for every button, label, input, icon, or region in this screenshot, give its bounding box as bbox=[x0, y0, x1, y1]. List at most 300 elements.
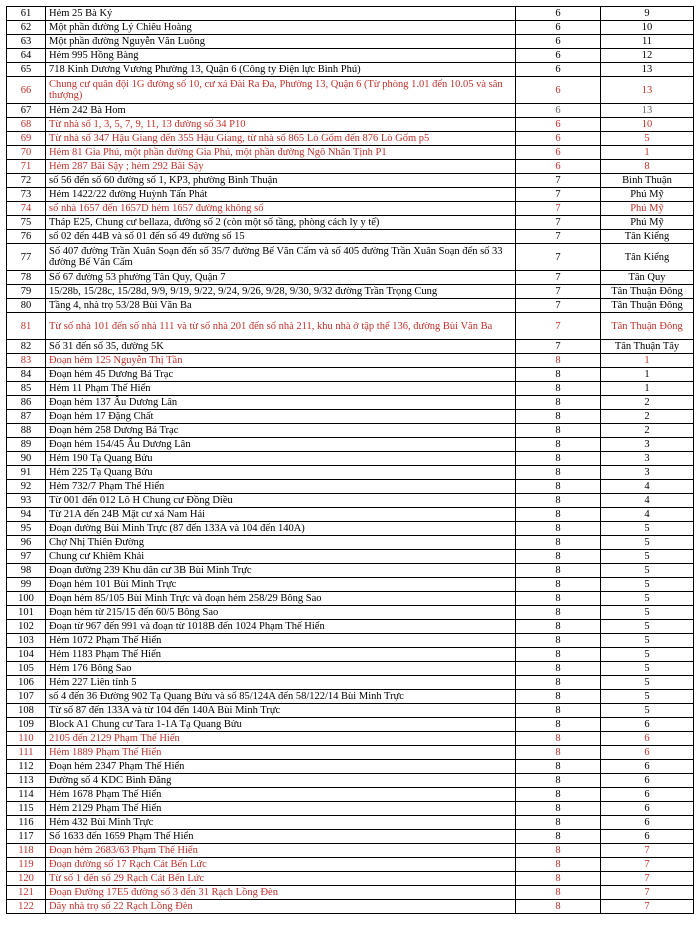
ward-cell: 6 bbox=[601, 774, 694, 788]
district-cell: 8 bbox=[516, 900, 601, 914]
district-cell: 8 bbox=[516, 494, 601, 508]
district-cell: 8 bbox=[516, 718, 601, 732]
ward-cell: 5 bbox=[601, 704, 694, 718]
district-cell: 7 bbox=[516, 174, 601, 188]
district-cell: 8 bbox=[516, 872, 601, 886]
row-number-cell: 115 bbox=[7, 802, 46, 816]
ward-cell: Phú Mỹ bbox=[601, 202, 694, 216]
table-row bbox=[7, 77, 694, 104]
ward-cell: 6 bbox=[601, 830, 694, 844]
table-row bbox=[7, 522, 694, 536]
district-cell: 6 bbox=[516, 160, 601, 174]
district-cell: 8 bbox=[516, 676, 601, 690]
table-row bbox=[7, 886, 694, 900]
table-row bbox=[7, 452, 694, 466]
ward-cell: 3 bbox=[601, 452, 694, 466]
table-row bbox=[7, 299, 694, 313]
ward-cell: 7 bbox=[601, 900, 694, 914]
row-number-cell: 61 bbox=[7, 7, 46, 21]
ward-cell: 8 bbox=[601, 160, 694, 174]
location-cell: Đoạn đường 239 Khu dân cư 3B Bùi Minh Trực bbox=[46, 564, 516, 578]
ward-cell: 5 bbox=[601, 536, 694, 550]
row-number-cell: 67 bbox=[7, 104, 46, 118]
row-number-cell: 96 bbox=[7, 536, 46, 550]
row-number-cell: 122 bbox=[7, 900, 46, 914]
table-row bbox=[7, 132, 694, 146]
row-number-cell: 100 bbox=[7, 592, 46, 606]
lockdown-area-table bbox=[6, 6, 694, 914]
location-cell: Đoạn hẻm từ 215/15 đến 60/5 Bông Sao bbox=[46, 606, 516, 620]
district-cell: 7 bbox=[516, 313, 601, 340]
location-cell: Đoạn hẻm 154/45 Âu Dương Lân bbox=[46, 438, 516, 452]
district-cell: 8 bbox=[516, 466, 601, 480]
location-cell: Hẻm 287 Bãi Sậy ; hẻm 292 Bãi Sậy bbox=[46, 160, 516, 174]
table-row bbox=[7, 774, 694, 788]
location-cell: Số 1633 đến 1659 Phạm Thế Hiển bbox=[46, 830, 516, 844]
table-row bbox=[7, 354, 694, 368]
row-number-cell: 121 bbox=[7, 886, 46, 900]
ward-cell: 7 bbox=[601, 886, 694, 900]
ward-cell: 7 bbox=[601, 872, 694, 886]
district-cell: 8 bbox=[516, 858, 601, 872]
location-cell: Đoạn Đường 17E5 đường số 3 đến 31 Rạch Lồng Đèn bbox=[46, 886, 516, 900]
location-cell: Chung cư Khiêm Khải bbox=[46, 550, 516, 564]
row-number-cell: 80 bbox=[7, 299, 46, 313]
row-number-cell: 99 bbox=[7, 578, 46, 592]
ward-cell: 5 bbox=[601, 634, 694, 648]
row-number-cell: 111 bbox=[7, 746, 46, 760]
ward-cell: 5 bbox=[601, 648, 694, 662]
location-cell: Số 407 đường Trần Xuân Soạn đến số 35/7 đường Bế Văn Cấm và số 405 đường Trần Xuân Soạn đến số 33 đường Bế Văn Cấm bbox=[46, 244, 516, 271]
ward-cell: Bình Thuận bbox=[601, 174, 694, 188]
district-cell: 8 bbox=[516, 536, 601, 550]
ward-cell: 13 bbox=[601, 77, 694, 104]
location-cell: Số 31 đến số 35, đường 5K bbox=[46, 340, 516, 354]
table-row bbox=[7, 746, 694, 760]
ward-cell: Tân Kiểng bbox=[601, 244, 694, 271]
ward-cell: 5 bbox=[601, 676, 694, 690]
ward-cell: 3 bbox=[601, 466, 694, 480]
table-row bbox=[7, 216, 694, 230]
table-row bbox=[7, 466, 694, 480]
table-row bbox=[7, 578, 694, 592]
row-number-cell: 83 bbox=[7, 354, 46, 368]
district-cell: 6 bbox=[516, 132, 601, 146]
row-number-cell: 112 bbox=[7, 760, 46, 774]
district-cell: 7 bbox=[516, 299, 601, 313]
table-row bbox=[7, 271, 694, 285]
location-cell: Tầng 4, nhà trọ 53/28 Bùi Văn Ba bbox=[46, 299, 516, 313]
table-body bbox=[7, 7, 694, 914]
location-cell: Từ số 87 đến 133A và từ 104 đến 140A Bùi Minh Trực bbox=[46, 704, 516, 718]
ward-cell: 13 bbox=[601, 63, 694, 77]
table-row bbox=[7, 160, 694, 174]
row-number-cell: 117 bbox=[7, 830, 46, 844]
location-cell: số 4 đến 36 Đường 902 Tạ Quang Bửu và số 85/124A đến 58/122/14 Bùi Minh Trực bbox=[46, 690, 516, 704]
row-number-cell: 109 bbox=[7, 718, 46, 732]
table-row bbox=[7, 35, 694, 49]
table-row bbox=[7, 662, 694, 676]
location-cell: Hẻm 190 Tạ Quang Bửu bbox=[46, 452, 516, 466]
location-cell: Đoạn hẻm 45 Dương Bá Trạc bbox=[46, 368, 516, 382]
ward-cell: 5 bbox=[601, 592, 694, 606]
row-number-cell: 101 bbox=[7, 606, 46, 620]
ward-cell: 3 bbox=[601, 438, 694, 452]
ward-cell: Tân Thuận Đông bbox=[601, 299, 694, 313]
district-cell: 6 bbox=[516, 63, 601, 77]
table-row bbox=[7, 396, 694, 410]
row-number-cell: 70 bbox=[7, 146, 46, 160]
row-number-cell: 102 bbox=[7, 620, 46, 634]
row-number-cell: 81 bbox=[7, 313, 46, 340]
table-row bbox=[7, 732, 694, 746]
ward-cell: 9 bbox=[601, 7, 694, 21]
district-cell: 6 bbox=[516, 104, 601, 118]
district-cell: 7 bbox=[516, 202, 601, 216]
ward-cell: 6 bbox=[601, 802, 694, 816]
ward-cell: Tân Thuận Đông bbox=[601, 285, 694, 299]
row-number-cell: 63 bbox=[7, 35, 46, 49]
ward-cell: 10 bbox=[601, 118, 694, 132]
table-row bbox=[7, 592, 694, 606]
row-number-cell: 64 bbox=[7, 49, 46, 63]
district-cell: 8 bbox=[516, 480, 601, 494]
table-row bbox=[7, 494, 694, 508]
table-row bbox=[7, 480, 694, 494]
district-cell: 8 bbox=[516, 634, 601, 648]
location-cell: Hẻm 432 Bùi Minh Trực bbox=[46, 816, 516, 830]
location-cell: Đoạn đường Bùi Minh Trực (87 đến 133A và 104 đến 140A) bbox=[46, 522, 516, 536]
row-number-cell: 103 bbox=[7, 634, 46, 648]
location-cell: Dãy nhà trọ số 22 Rạch Lồng Đèn bbox=[46, 900, 516, 914]
district-cell: 8 bbox=[516, 788, 601, 802]
ward-cell: 13 bbox=[601, 104, 694, 118]
ward-cell: Phú Mỹ bbox=[601, 216, 694, 230]
ward-cell: Phú Mỹ bbox=[601, 188, 694, 202]
row-number-cell: 116 bbox=[7, 816, 46, 830]
row-number-cell: 89 bbox=[7, 438, 46, 452]
row-number-cell: 118 bbox=[7, 844, 46, 858]
table-row bbox=[7, 188, 694, 202]
district-cell: 7 bbox=[516, 285, 601, 299]
ward-cell: 1 bbox=[601, 146, 694, 160]
row-number-cell: 93 bbox=[7, 494, 46, 508]
table-row bbox=[7, 7, 694, 21]
location-cell: Hẻm 1422/22 đường Huỳnh Tấn Phát bbox=[46, 188, 516, 202]
district-cell: 6 bbox=[516, 7, 601, 21]
row-number-cell: 107 bbox=[7, 690, 46, 704]
location-cell: Tháp E25, Chung cư bellaza, đường số 2 (còn một số tầng, phòng cách ly y tế) bbox=[46, 216, 516, 230]
district-cell: 7 bbox=[516, 244, 601, 271]
district-cell: 6 bbox=[516, 118, 601, 132]
location-cell: số nhà 1657 đến 1657D hẻm 1657 đường không số bbox=[46, 202, 516, 216]
location-cell: Hẻm 176 Bông Sao bbox=[46, 662, 516, 676]
ward-cell: 7 bbox=[601, 858, 694, 872]
row-number-cell: 75 bbox=[7, 216, 46, 230]
row-number-cell: 95 bbox=[7, 522, 46, 536]
location-cell: Đường số 4 KDC Bình Đăng bbox=[46, 774, 516, 788]
ward-cell: 5 bbox=[601, 550, 694, 564]
row-number-cell: 110 bbox=[7, 732, 46, 746]
location-cell: Hẻm 242 Bà Hom bbox=[46, 104, 516, 118]
location-cell: Đoạn từ 967 đến 991 và đoạn từ 1018B đến 1024 Phạm Thế Hiển bbox=[46, 620, 516, 634]
ward-cell: 2 bbox=[601, 410, 694, 424]
row-number-cell: 97 bbox=[7, 550, 46, 564]
district-cell: 6 bbox=[516, 77, 601, 104]
location-cell: Đoạn hẻm 258 Dương Bá Trạc bbox=[46, 424, 516, 438]
location-cell: Đoạn hẻm 2683/63 Phạm Thế Hiển bbox=[46, 844, 516, 858]
table-row bbox=[7, 146, 694, 160]
location-cell: Hẻm 1072 Phạm Thế Hiển bbox=[46, 634, 516, 648]
location-cell: Từ số 1 đến số 29 Rạch Cát Bến Lức bbox=[46, 872, 516, 886]
table-row bbox=[7, 104, 694, 118]
row-number-cell: 73 bbox=[7, 188, 46, 202]
location-cell: Hẻm 11 Phạm Thế Hiển bbox=[46, 382, 516, 396]
row-number-cell: 114 bbox=[7, 788, 46, 802]
table-row bbox=[7, 382, 694, 396]
location-cell: Đoạn hẻm 125 Nguyễn Thị Tần bbox=[46, 354, 516, 368]
district-cell: 8 bbox=[516, 732, 601, 746]
ward-cell: 10 bbox=[601, 21, 694, 35]
ward-cell: Tân Quy bbox=[601, 271, 694, 285]
table-row bbox=[7, 802, 694, 816]
location-cell: Từ nhà số 347 Hậu Giang đến 355 Hậu Giang, từ nhà số 865 Lò Gốm đến 876 Lò Gốm p5 bbox=[46, 132, 516, 146]
district-cell: 7 bbox=[516, 216, 601, 230]
row-number-cell: 84 bbox=[7, 368, 46, 382]
table-row bbox=[7, 230, 694, 244]
location-cell: Đoạn đường số 17 Rạch Cát Bến Lức bbox=[46, 858, 516, 872]
location-cell: Hẻm 995 Hồng Bàng bbox=[46, 49, 516, 63]
table-row bbox=[7, 872, 694, 886]
row-number-cell: 82 bbox=[7, 340, 46, 354]
location-cell: Hẻm 1183 Phạm Thế Hiển bbox=[46, 648, 516, 662]
district-cell: 8 bbox=[516, 508, 601, 522]
district-cell: 8 bbox=[516, 550, 601, 564]
ward-cell: 5 bbox=[601, 564, 694, 578]
district-cell: 8 bbox=[516, 564, 601, 578]
district-cell: 8 bbox=[516, 844, 601, 858]
district-cell: 7 bbox=[516, 340, 601, 354]
district-cell: 8 bbox=[516, 382, 601, 396]
location-cell: Đoạn hẻm 85/105 Bùi Minh Trực và đoạn hẻm 258/29 Bông Sao bbox=[46, 592, 516, 606]
table-row bbox=[7, 816, 694, 830]
row-number-cell: 94 bbox=[7, 508, 46, 522]
location-cell: 15/28b, 15/28c, 15/28d, 9/9, 9/19, 9/22, 9/24, 9/26, 9/28, 9/30, 9/32 đường Trần Trọng Cung bbox=[46, 285, 516, 299]
district-cell: 6 bbox=[516, 146, 601, 160]
location-cell: Hẻm 2129 Phạm Thế Hiển bbox=[46, 802, 516, 816]
district-cell: 8 bbox=[516, 620, 601, 634]
row-number-cell: 119 bbox=[7, 858, 46, 872]
row-number-cell: 86 bbox=[7, 396, 46, 410]
district-cell: 8 bbox=[516, 746, 601, 760]
location-cell: Một phần đường Lý Chiêu Hoàng bbox=[46, 21, 516, 35]
row-number-cell: 98 bbox=[7, 564, 46, 578]
table-row bbox=[7, 438, 694, 452]
table-row bbox=[7, 21, 694, 35]
district-cell: 8 bbox=[516, 354, 601, 368]
ward-cell: 11 bbox=[601, 35, 694, 49]
location-cell: Từ số nhà 101 đến số nhà 111 và từ số nhà 201 đến số nhà 211, khu nhà ở tập thể 136, đường Bùi Văn Ba bbox=[46, 313, 516, 340]
location-cell: Đoạn hẻm 2347 Phạm Thế Hiển bbox=[46, 760, 516, 774]
row-number-cell: 79 bbox=[7, 285, 46, 299]
row-number-cell: 68 bbox=[7, 118, 46, 132]
district-cell: 8 bbox=[516, 662, 601, 676]
district-cell: 8 bbox=[516, 578, 601, 592]
table-row bbox=[7, 313, 694, 340]
ward-cell: 1 bbox=[601, 354, 694, 368]
location-cell: Đoạn hẻm 101 Bùi Minh Trực bbox=[46, 578, 516, 592]
district-cell: 6 bbox=[516, 49, 601, 63]
district-cell: 8 bbox=[516, 424, 601, 438]
row-number-cell: 69 bbox=[7, 132, 46, 146]
ward-cell: Tân Thuận Đông bbox=[601, 313, 694, 340]
row-number-cell: 74 bbox=[7, 202, 46, 216]
row-number-cell: 92 bbox=[7, 480, 46, 494]
row-number-cell: 91 bbox=[7, 466, 46, 480]
ward-cell: 1 bbox=[601, 382, 694, 396]
ward-cell: 5 bbox=[601, 522, 694, 536]
row-number-cell: 120 bbox=[7, 872, 46, 886]
row-number-cell: 76 bbox=[7, 230, 46, 244]
location-cell: Đoạn hẻm 17 Đặng Chất bbox=[46, 410, 516, 424]
district-cell: 8 bbox=[516, 648, 601, 662]
table-row bbox=[7, 690, 694, 704]
ward-cell: Tân Thuận Tây bbox=[601, 340, 694, 354]
row-number-cell: 88 bbox=[7, 424, 46, 438]
table-row bbox=[7, 648, 694, 662]
row-number-cell: 66 bbox=[7, 77, 46, 104]
district-cell: 7 bbox=[516, 230, 601, 244]
ward-cell: 6 bbox=[601, 732, 694, 746]
row-number-cell: 62 bbox=[7, 21, 46, 35]
table-row bbox=[7, 830, 694, 844]
table-row bbox=[7, 550, 694, 564]
table-row bbox=[7, 174, 694, 188]
district-cell: 8 bbox=[516, 438, 601, 452]
table-row bbox=[7, 340, 694, 354]
location-cell: Hẻm 81 Gia Phú, một phần đường Gia Phú, một phần đường Ngô Nhân Tịnh P1 bbox=[46, 146, 516, 160]
ward-cell: 12 bbox=[601, 49, 694, 63]
ward-cell: 4 bbox=[601, 508, 694, 522]
district-cell: 8 bbox=[516, 760, 601, 774]
location-cell: Từ nhà số 1, 3, 5, 7, 9, 11, 13 đường số 34 P10 bbox=[46, 118, 516, 132]
district-cell: 6 bbox=[516, 35, 601, 49]
location-cell: Chung cư quân đội 1G đường số 10, cư xá Đài Ra Đa, Phường 13, Quận 6 (Từ phòng 1.01 đến 10.05 và sân thượng) bbox=[46, 77, 516, 104]
table-row bbox=[7, 285, 694, 299]
district-cell: 8 bbox=[516, 886, 601, 900]
ward-cell: 2 bbox=[601, 424, 694, 438]
table-row bbox=[7, 676, 694, 690]
table-row bbox=[7, 410, 694, 424]
ward-cell: 5 bbox=[601, 132, 694, 146]
district-cell: 7 bbox=[516, 188, 601, 202]
district-cell: 8 bbox=[516, 774, 601, 788]
table-row bbox=[7, 244, 694, 271]
district-cell: 8 bbox=[516, 368, 601, 382]
ward-cell: 4 bbox=[601, 480, 694, 494]
row-number-cell: 87 bbox=[7, 410, 46, 424]
ward-cell: 4 bbox=[601, 494, 694, 508]
ward-cell: 6 bbox=[601, 760, 694, 774]
row-number-cell: 71 bbox=[7, 160, 46, 174]
table-row bbox=[7, 718, 694, 732]
ward-cell: 6 bbox=[601, 746, 694, 760]
location-cell: Chợ Nhị Thiên Đường bbox=[46, 536, 516, 550]
ward-cell: 5 bbox=[601, 690, 694, 704]
district-cell: 8 bbox=[516, 830, 601, 844]
location-cell: Hẻm 1889 Phạm Thế Hiển bbox=[46, 746, 516, 760]
table-row bbox=[7, 844, 694, 858]
district-cell: 7 bbox=[516, 271, 601, 285]
row-number-cell: 108 bbox=[7, 704, 46, 718]
district-cell: 8 bbox=[516, 704, 601, 718]
row-number-cell: 90 bbox=[7, 452, 46, 466]
location-cell: Từ 21A đến 24B Mặt cư xá Nam Hải bbox=[46, 508, 516, 522]
location-cell: Hẻm 225 Tạ Quang Bửu bbox=[46, 466, 516, 480]
location-cell: Một phần đường Nguyễn Văn Luông bbox=[46, 35, 516, 49]
ward-cell: 5 bbox=[601, 606, 694, 620]
district-cell: 8 bbox=[516, 606, 601, 620]
district-cell: 8 bbox=[516, 452, 601, 466]
row-number-cell: 85 bbox=[7, 382, 46, 396]
ward-cell: 6 bbox=[601, 718, 694, 732]
location-cell: 2105 đến 2129 Phạm Thế Hiển bbox=[46, 732, 516, 746]
row-number-cell: 72 bbox=[7, 174, 46, 188]
district-cell: 8 bbox=[516, 816, 601, 830]
table-row bbox=[7, 536, 694, 550]
location-cell: số 56 đến số 60 đường số 1, KP3, phường Bình Thuận bbox=[46, 174, 516, 188]
district-cell: 8 bbox=[516, 802, 601, 816]
ward-cell: 5 bbox=[601, 662, 694, 676]
location-cell: 718 Kinh Dương Vương Phường 13, Quận 6 (Công ty Điện lực Bình Phú) bbox=[46, 63, 516, 77]
district-cell: 8 bbox=[516, 522, 601, 536]
location-cell: Đoạn hẻm 137 Âu Dương Lân bbox=[46, 396, 516, 410]
district-cell: 8 bbox=[516, 410, 601, 424]
location-cell: Số 67 đường 53 phường Tân Quy, Quận 7 bbox=[46, 271, 516, 285]
table-row bbox=[7, 634, 694, 648]
district-cell: 8 bbox=[516, 592, 601, 606]
ward-cell: Tân Kiểng bbox=[601, 230, 694, 244]
row-number-cell: 105 bbox=[7, 662, 46, 676]
table-row bbox=[7, 620, 694, 634]
table-row bbox=[7, 202, 694, 216]
location-cell: Hẻm 732/7 Phạm Thế Hiển bbox=[46, 480, 516, 494]
ward-cell: 7 bbox=[601, 844, 694, 858]
table-row bbox=[7, 49, 694, 63]
table-row bbox=[7, 760, 694, 774]
ward-cell: 6 bbox=[601, 788, 694, 802]
table-row bbox=[7, 424, 694, 438]
row-number-cell: 113 bbox=[7, 774, 46, 788]
location-cell: số 02 đến 44B và số 01 đến số 49 đường số 15 bbox=[46, 230, 516, 244]
ward-cell: 2 bbox=[601, 396, 694, 410]
district-cell: 6 bbox=[516, 21, 601, 35]
location-cell: Block A1 Chung cư Tara 1-1A Tạ Quang Bửu bbox=[46, 718, 516, 732]
row-number-cell: 77 bbox=[7, 244, 46, 271]
table-row bbox=[7, 900, 694, 914]
ward-cell: 5 bbox=[601, 620, 694, 634]
district-cell: 8 bbox=[516, 690, 601, 704]
table-row bbox=[7, 564, 694, 578]
table-row bbox=[7, 788, 694, 802]
district-cell: 8 bbox=[516, 396, 601, 410]
table-row bbox=[7, 118, 694, 132]
location-cell: Hẻm 1678 Phạm Thế Hiển bbox=[46, 788, 516, 802]
row-number-cell: 104 bbox=[7, 648, 46, 662]
location-cell: Từ 001 đến 012 Lô H Chung cư Đồng Diều bbox=[46, 494, 516, 508]
table-row bbox=[7, 508, 694, 522]
row-number-cell: 106 bbox=[7, 676, 46, 690]
